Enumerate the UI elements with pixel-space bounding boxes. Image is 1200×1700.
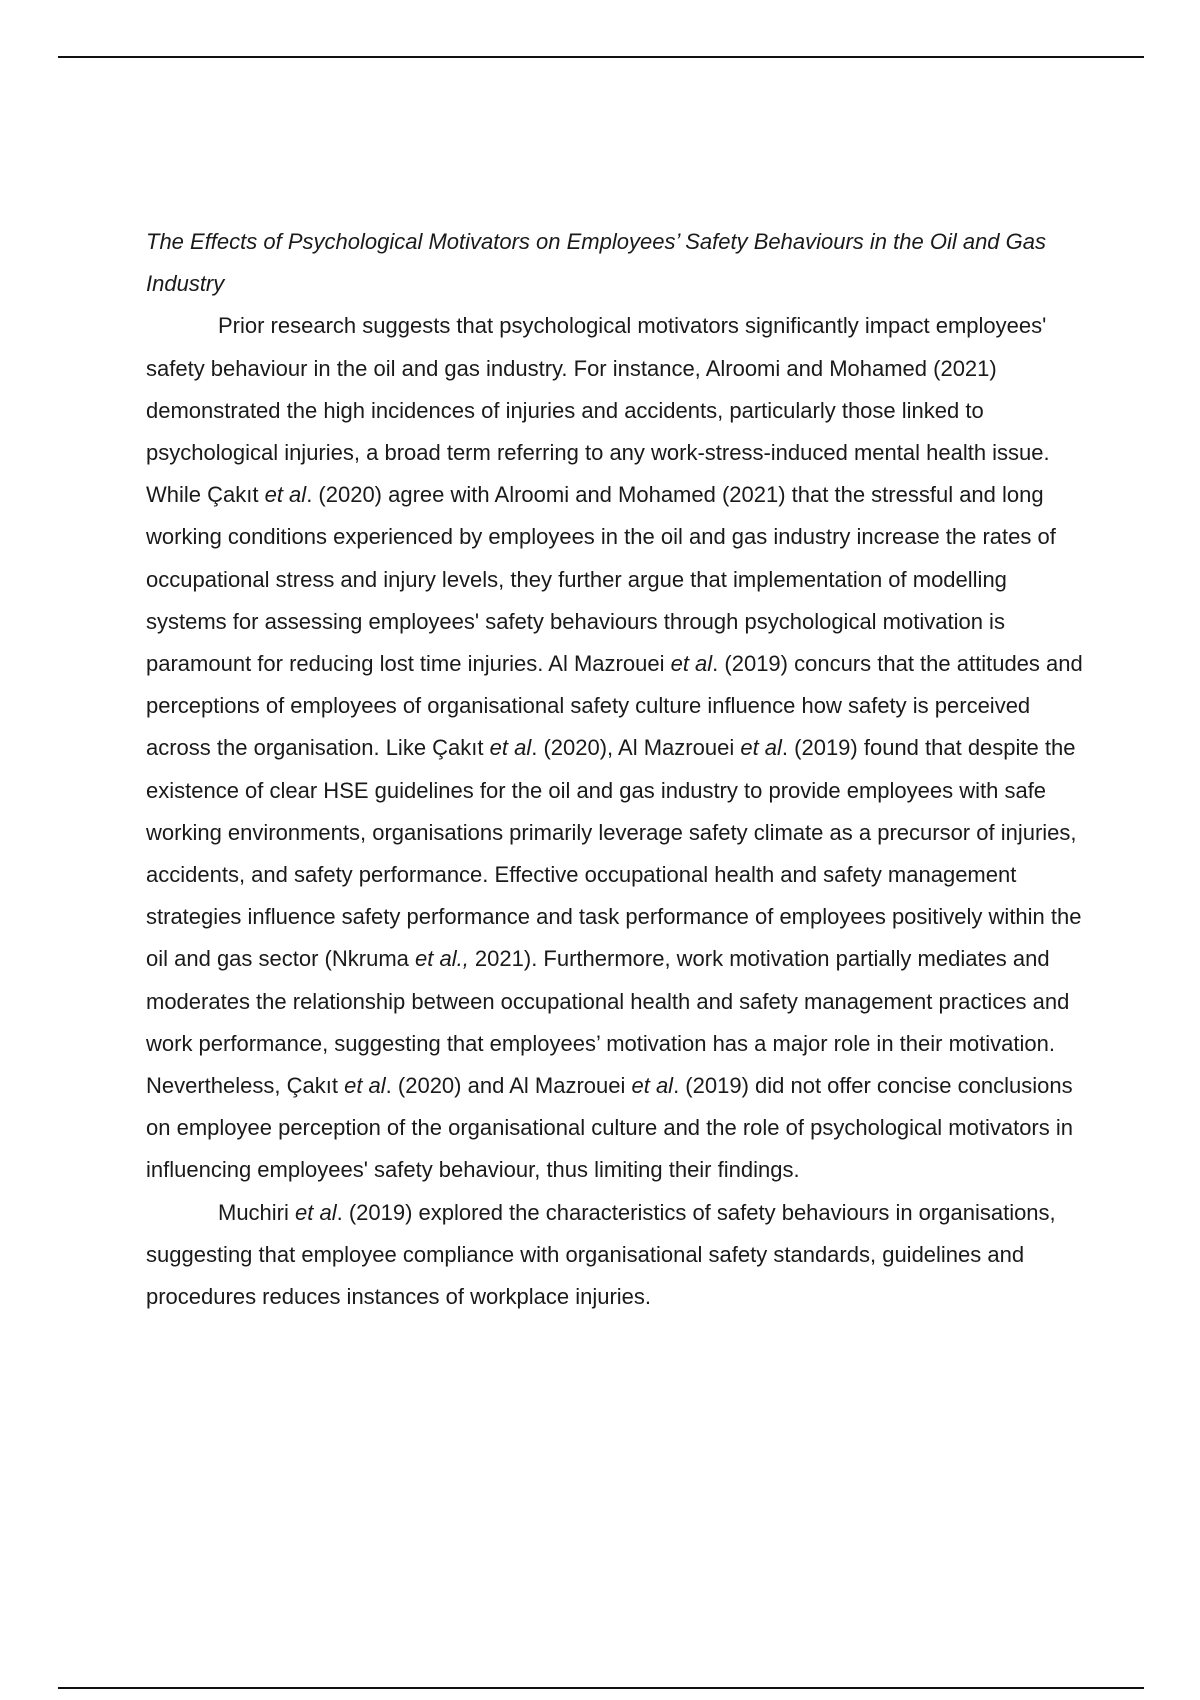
text-run-italic: et al — [740, 735, 782, 761]
text-run: . (2020) agree with Alroomi and Mohamed (2021) that the stressful and long working conditions experienced by employees in the oil and gas industry increase the rates of occupational stress and injury levels, they further argue that implementation of modelling systems for assessing employees' safety behaviours through psychological motivation is paramount for reducing lost time injuries. Al Mazrouei — [146, 482, 1056, 677]
section-heading: The Effects of Psychological Motivators on Employees’ Safety Behaviours in the Oil and Gas Industry — [146, 229, 1047, 297]
top-rule — [58, 56, 1144, 58]
text-run-italic: et al — [631, 1073, 674, 1099]
paragraph-2 — [146, 1192, 1091, 1319]
text-run-italic: et al — [264, 482, 307, 508]
text-run: 2021). Furthermore, work motivation partially mediates and moderates the relationship between occupational health and safety management practices and work performance, suggesting that employees’ motivation has a major role in their motivation. Nevertheless, Çakıt — [146, 946, 1070, 1099]
text-run: . (2020), Al Mazrouei — [531, 735, 741, 761]
bottom-rule — [58, 1687, 1144, 1689]
text-run: . (2019) concurs that the attitudes and perceptions of employees of organisational safety culture influence how safety is perceived across the organisation. Like Çakıt — [146, 651, 1083, 761]
text-run: . (2019) did not offer concise conclusions on employee perception of the organisational culture and the role of psychological motivators in influencing employees' safety behaviour, thus limiting their findings. — [146, 1073, 1073, 1183]
text-run-italic: et al — [295, 1199, 337, 1225]
text-run: . (2019) found that despite the existence of clear HSE guidelines for the oil and gas industry to provide employees with safe working environments, organisations primarily leverage safety climate as a precursor of injuries, accidents, and safety performance. Effective occupational health and safety management strategies influence safety performance and task performance of employees positively within the oil and gas sector (Nkruma — [146, 735, 1082, 972]
paragraph-1 — [146, 305, 1091, 1191]
text-run: . (2019) explored the characteristics of safety behaviours in organisations, suggesting that employee compliance with organisational safety standards, guidelines and procedures reduces instances of workplace injuries. — [146, 1199, 1056, 1310]
text-run-italic: et al — [344, 1073, 386, 1099]
text-run-italic: et al — [670, 651, 713, 677]
text-run-italic: et al — [489, 735, 532, 761]
text-run-italic: et al., — [415, 946, 469, 972]
document-body — [146, 221, 1091, 1318]
text-run: . (2020) and Al Mazrouei — [385, 1073, 632, 1099]
text-run: Muchiri — [218, 1199, 296, 1225]
text-run: Prior research suggests that psychological motivators significantly impact employees' safety behaviour in the oil and gas industry. For instance, Alroomi and Mohamed (2021) demonstrated the high incidences of injuries and accidents, particularly those linked to psychological injuries, a broad term referring to any work-stress-induced mental health issue. While Çakıt — [146, 313, 1050, 508]
